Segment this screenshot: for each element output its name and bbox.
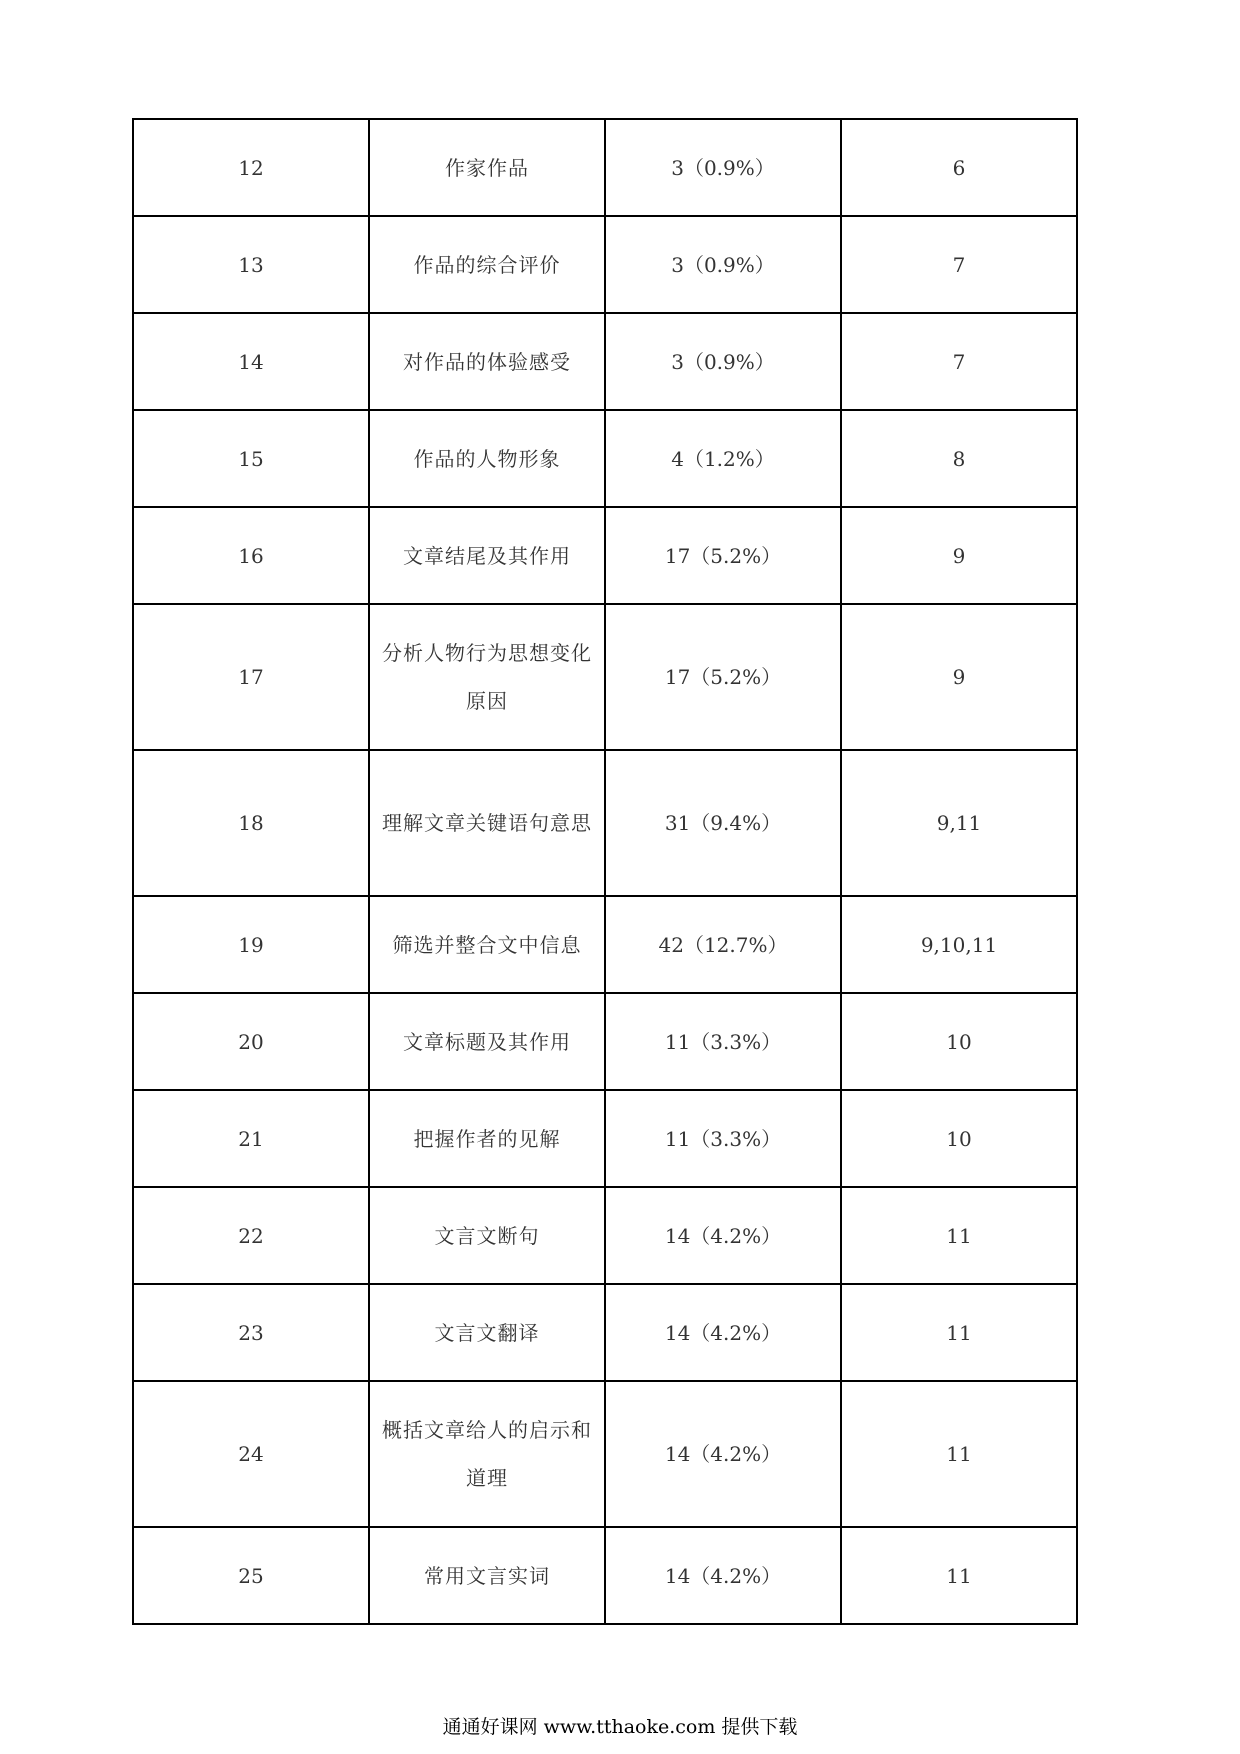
- count-percent-cell: 3（0.9%）: [605, 216, 841, 313]
- row-number-cell: 17: [133, 604, 369, 750]
- topic-cell: 把握作者的见解: [369, 1090, 605, 1187]
- source-cell: 6: [841, 119, 1077, 216]
- source-cell: 9,11: [841, 750, 1077, 896]
- table-row: [133, 313, 1077, 410]
- row-number-cell: 16: [133, 507, 369, 604]
- source-cell: 10: [841, 993, 1077, 1090]
- count-percent-cell: 3（0.9%）: [605, 313, 841, 410]
- topic-cell: 作品的综合评价: [369, 216, 605, 313]
- count-percent-cell: 17（5.2%）: [605, 604, 841, 750]
- table-row: [133, 1381, 1077, 1527]
- source-cell: 7: [841, 313, 1077, 410]
- table-row: [133, 750, 1077, 896]
- source-cell: 7: [841, 216, 1077, 313]
- table-row: [133, 410, 1077, 507]
- table-row: [133, 507, 1077, 604]
- source-cell: 8: [841, 410, 1077, 507]
- table-row: [133, 216, 1077, 313]
- topic-cell: 文章结尾及其作用: [369, 507, 605, 604]
- count-percent-cell: 42（12.7%）: [605, 896, 841, 993]
- topic-cell: 理解文章关键语句意思: [369, 750, 605, 896]
- count-percent-cell: 14（4.2%）: [605, 1527, 841, 1624]
- source-cell: 11: [841, 1284, 1077, 1381]
- knowledge-point-table-container: [132, 118, 1076, 1625]
- topic-cell: 文言文断句: [369, 1187, 605, 1284]
- count-percent-cell: 11（3.3%）: [605, 1090, 841, 1187]
- row-number-cell: 15: [133, 410, 369, 507]
- row-number-cell: 19: [133, 896, 369, 993]
- row-number-cell: 18: [133, 750, 369, 896]
- row-number-cell: 22: [133, 1187, 369, 1284]
- row-number-cell: 13: [133, 216, 369, 313]
- topic-cell: 对作品的体验感受: [369, 313, 605, 410]
- table-row: [133, 119, 1077, 216]
- source-cell: 9,10,11: [841, 896, 1077, 993]
- count-percent-cell: 11（3.3%）: [605, 993, 841, 1090]
- topic-cell: 文言文翻译: [369, 1284, 605, 1381]
- source-cell: 9: [841, 604, 1077, 750]
- count-percent-cell: 14（4.2%）: [605, 1381, 841, 1527]
- count-percent-cell: 17（5.2%）: [605, 507, 841, 604]
- topic-cell: 概括文章给人的启示和道理: [369, 1381, 605, 1527]
- knowledge-point-table: [132, 118, 1078, 1625]
- source-cell: 10: [841, 1090, 1077, 1187]
- topic-cell: 作品的人物形象: [369, 410, 605, 507]
- row-number-cell: 25: [133, 1527, 369, 1624]
- topic-cell: 文章标题及其作用: [369, 993, 605, 1090]
- row-number-cell: 20: [133, 993, 369, 1090]
- table-row: [133, 1284, 1077, 1381]
- count-percent-cell: 31（9.4%）: [605, 750, 841, 896]
- row-number-cell: 14: [133, 313, 369, 410]
- count-percent-cell: 3（0.9%）: [605, 119, 841, 216]
- source-cell: 11: [841, 1187, 1077, 1284]
- table-row: [133, 993, 1077, 1090]
- table-row: [133, 1527, 1077, 1624]
- topic-cell: 常用文言实词: [369, 1527, 605, 1624]
- row-number-cell: 24: [133, 1381, 369, 1527]
- topic-cell: 作家作品: [369, 119, 605, 216]
- table-row: [133, 604, 1077, 750]
- topic-cell: 分析人物行为思想变化原因: [369, 604, 605, 750]
- source-cell: 11: [841, 1527, 1077, 1624]
- row-number-cell: 23: [133, 1284, 369, 1381]
- count-percent-cell: 14（4.2%）: [605, 1187, 841, 1284]
- count-percent-cell: 14（4.2%）: [605, 1284, 841, 1381]
- table-row: [133, 896, 1077, 993]
- topic-cell: 筛选并整合文中信息: [369, 896, 605, 993]
- source-cell: 11: [841, 1381, 1077, 1527]
- table-row: [133, 1187, 1077, 1284]
- count-percent-cell: 4（1.2%）: [605, 410, 841, 507]
- source-cell: 9: [841, 507, 1077, 604]
- row-number-cell: 21: [133, 1090, 369, 1187]
- page-footer: 通通好课网 www.tthaoke.com 提供下载: [442, 1716, 798, 1738]
- row-number-cell: 12: [133, 119, 369, 216]
- table-row: [133, 1090, 1077, 1187]
